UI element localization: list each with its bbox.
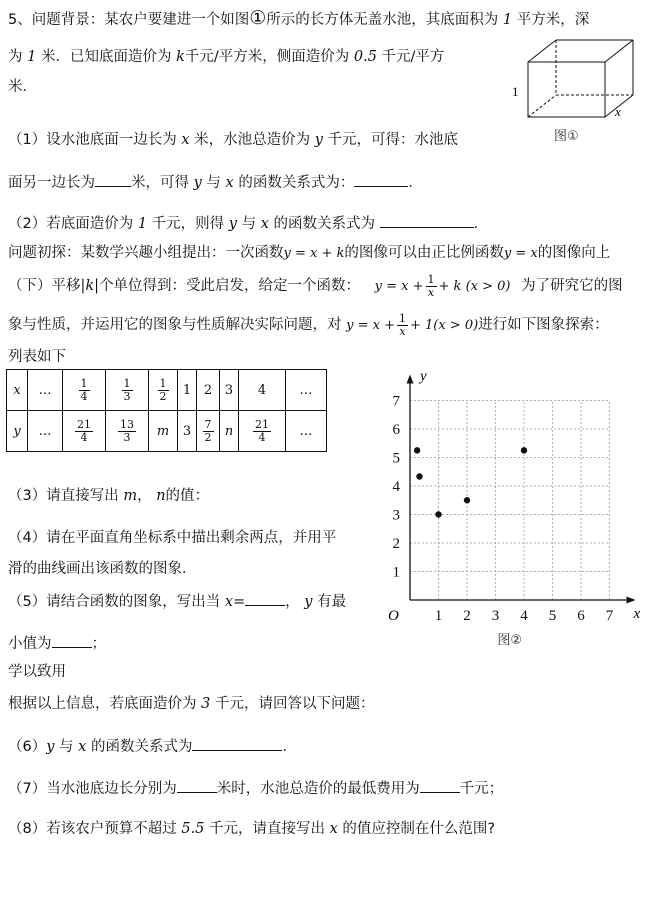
text-q5a: （5）请结合函数的图象，写出当: [8, 594, 221, 610]
figure-1-box: [508, 32, 658, 152]
fraction: $\frac{1}{2}$: [159, 376, 167, 403]
fraction-1-over-x: $\frac{1}{x}$: [427, 272, 435, 299]
x-tick-label: 1: [434, 608, 443, 624]
table-cell: [149, 370, 178, 411]
formula-y-x-k: y = x + k: [283, 246, 345, 261]
value-table: [6, 369, 327, 452]
text-q8c: 千元，请直接写出: [209, 821, 326, 837]
question-4-line-2: 滑的曲线画出该函数的图象．: [8, 561, 197, 577]
x-tick-label: 5: [548, 608, 557, 624]
var-y: y: [228, 216, 237, 232]
var-y: y: [314, 132, 323, 148]
text-exp-c: 的图像向上: [537, 245, 611, 261]
text-q3a: （3）请直接写出: [8, 488, 119, 504]
table-cell: …: [286, 411, 327, 452]
y-tick-label: 3: [392, 507, 400, 524]
abs-k: |k|: [80, 278, 100, 294]
problem-line-2: [8, 47, 444, 67]
text-q1e: 米，可得: [131, 175, 189, 191]
text-q5c: 有最: [317, 594, 347, 610]
problem-line-3: 米．: [8, 79, 37, 95]
text-l1b: 所示的长方体无盖水池，其底面积为: [266, 12, 499, 28]
text-q6a: （6）: [8, 739, 47, 755]
fraction: $\frac{7}{2}$: [204, 417, 212, 444]
data-point: [435, 511, 441, 517]
table-cell: n: [220, 411, 239, 452]
text-q6d: ．: [282, 739, 297, 755]
text-q3b: ，: [137, 488, 152, 504]
data-point: [414, 447, 420, 453]
table-row-y: [7, 411, 327, 452]
text-exp2-c: 为了研究它的图: [521, 278, 623, 294]
text-apply2c: 千元，请回答以下问题：: [214, 696, 375, 712]
text-q8b: 5.5: [181, 821, 205, 837]
answer-blank-5a[interactable]: [245, 591, 285, 606]
text-l2f: 千元/平方: [381, 49, 445, 65]
text-exp-a: 问题初探：某数学兴趣小组提出：一次函数: [8, 245, 284, 261]
y-tick-label: 2: [392, 536, 400, 552]
fraction: $\frac{21}{4}$: [77, 417, 91, 444]
var-x: x: [181, 132, 190, 148]
answer-blank-7a[interactable]: [177, 778, 217, 793]
text-q1g: 与: [206, 175, 221, 191]
text-q6c: 的函数关系式为: [90, 739, 193, 755]
origin-label: O: [388, 608, 399, 624]
text-exp3-a: 象与性质，并运用它的图象与性质解决实际问题，对: [8, 317, 342, 333]
x-tick-label: 6: [577, 608, 585, 624]
exploration-line-1: [8, 243, 610, 264]
answer-blank-1b[interactable]: [354, 172, 408, 187]
answer-blank-6[interactable]: [192, 736, 282, 751]
text-q8a: （8）若该农户预算不超过: [8, 821, 177, 837]
text-q1j: ．: [408, 175, 423, 191]
fraction: $\frac{1}{4}$: [80, 376, 88, 403]
problem-line-1: [8, 8, 589, 30]
table-cell: [239, 411, 286, 452]
box-front-face: [528, 62, 605, 117]
text-q7a: （7）当水池底边长分别为: [8, 781, 177, 797]
var-x: x: [225, 175, 234, 191]
answer-blank-5b[interactable]: [52, 633, 92, 648]
text-q2f: ．: [473, 216, 489, 232]
question-2: [8, 213, 488, 234]
figure-2-caption: 图②: [497, 633, 523, 648]
text-l2d: 千元/平方米，侧面造价为: [184, 49, 350, 65]
fraction: $\frac{13}{3}$: [120, 417, 134, 444]
data-point: [416, 473, 422, 479]
table-row-x: [7, 370, 327, 411]
exploration-line-2: [8, 272, 623, 301]
table-cell: [63, 370, 106, 411]
var-x: x: [329, 821, 338, 837]
x-tick-label: 3: [491, 608, 500, 624]
text-l1a: 5、问题背景：某农户要建进一个如图: [8, 12, 250, 28]
answer-blank-1a[interactable]: [95, 172, 131, 187]
var-m: m: [123, 488, 138, 504]
text-exp2-a: （下）平移: [8, 278, 81, 294]
figure-1-caption: 图①: [554, 129, 579, 144]
question-5-line-2: [8, 633, 106, 654]
y-tick-label: 4: [392, 479, 400, 495]
text-exp2-b: 个单位得到：受此启发，给定一个函数：: [99, 278, 361, 294]
text-q1i: 的函数关系式为：: [238, 175, 355, 191]
question-6: [8, 736, 297, 757]
text-l1c: 1: [502, 12, 513, 28]
text-q2d: 与: [241, 216, 257, 232]
text-exp3-b: 进行如下图象探索：: [478, 317, 609, 333]
table-cell: [63, 411, 106, 452]
table-cell: 3: [220, 370, 239, 411]
text-q8d: 的值应控制在什么范围?: [342, 821, 496, 837]
x-tick-label: 2: [463, 608, 471, 624]
table-cell: 2: [197, 370, 220, 411]
box-label-x: x: [615, 104, 621, 119]
formula-part-1: y = x +: [346, 318, 395, 333]
text-q7c: 千元；: [459, 781, 504, 797]
question-1-line-2: [8, 172, 423, 193]
text-q6b: 与: [59, 739, 74, 755]
text-q2e: 的函数关系式为: [273, 216, 376, 232]
table-cell: x: [7, 370, 28, 411]
var-y: y: [193, 175, 202, 191]
exploration-line-3: [8, 311, 609, 340]
table-cell: [197, 411, 220, 452]
fraction-1-over-x: $\frac{1}{x}$: [398, 311, 406, 338]
text-q2c: 千元，则得: [151, 216, 225, 232]
table-cell: 3: [178, 411, 197, 452]
formula-part-2: + 1(x > 0): [409, 318, 479, 333]
question-5-line-1: [8, 591, 346, 612]
data-point: [464, 497, 470, 503]
x-tick-label: 4: [520, 608, 528, 624]
table-cell: 4: [239, 370, 286, 411]
x-tick-label: 7: [605, 608, 614, 624]
list-label: 列表如下: [8, 349, 66, 365]
table-cell: …: [28, 411, 63, 452]
fraction: $\frac{1}{3}$: [123, 376, 131, 403]
y-tick-label: 5: [392, 450, 400, 467]
text-l1d: 平方米，深: [516, 12, 590, 28]
text-q1d: 面另一边长为: [8, 175, 95, 191]
table-cell: [106, 411, 149, 452]
text-apply2b: 3: [201, 696, 211, 712]
y-tick-label: 7: [392, 393, 400, 410]
x-axis-label: x: [633, 606, 641, 622]
x-axis-arrow-icon: [627, 597, 636, 604]
text-l2e: 0.5: [353, 49, 377, 65]
text-q3c: 的值：: [165, 488, 210, 504]
table-cell: m: [149, 411, 178, 452]
question-1-line-1: [8, 130, 458, 150]
fraction: $\frac{21}{4}$: [255, 417, 269, 444]
var-x: x: [260, 216, 269, 232]
text-l2a: 为: [8, 49, 23, 65]
text-exp-b: 的图像可以由正比例函数: [344, 245, 504, 261]
apply-heading: 学以致用: [8, 664, 66, 680]
text-l2c: 米．已知底面造价为: [40, 49, 172, 65]
table-cell: [106, 370, 149, 411]
var-k: k: [176, 49, 185, 65]
question-7: [8, 778, 503, 799]
question-3: [8, 486, 209, 506]
text-q1b: 米，水池总造价为: [194, 132, 311, 148]
answer-blank-2[interactable]: [380, 213, 474, 228]
y-tick-label: 6: [392, 422, 400, 438]
data-point: [521, 447, 527, 453]
formula-part-2: + k (x > 0): [438, 279, 511, 294]
var-y: y: [304, 594, 313, 610]
text-q5d: 小值为: [8, 636, 52, 652]
table-cell: 1: [178, 370, 197, 411]
table-cell: y: [7, 411, 28, 452]
var-x-eq: x=: [224, 594, 246, 610]
var-y: y: [46, 739, 55, 755]
text-q5e: ；: [91, 636, 106, 652]
table-cell: …: [28, 370, 63, 411]
formula-part-1: y = x +: [374, 279, 424, 294]
y-tick-label: 1: [392, 564, 400, 581]
question-4-line-1: （4）请在平面直角坐标系中描出剩余两点，并用平: [8, 530, 337, 546]
text-q2b: 1: [137, 216, 148, 232]
text-q5b: ，: [285, 594, 300, 610]
answer-blank-7b[interactable]: [420, 778, 460, 793]
y-axis-arrow-icon: [407, 375, 414, 384]
table-cell: …: [286, 370, 327, 411]
text-apply2a: 根据以上信息，若底面造价为: [8, 696, 197, 712]
apply-intro: [8, 694, 374, 714]
text-q2a: （2）若底面造价为: [8, 216, 134, 232]
text-l2b: 1: [27, 49, 37, 65]
box-label-height: 1: [512, 84, 519, 99]
figure-2-chart: [380, 355, 650, 650]
circle-one: ①: [249, 7, 267, 29]
text-q1c: 千元，可得：水池底: [327, 132, 459, 148]
formula-y-x: y = x: [503, 246, 538, 261]
text-q7b: 米时，水池总造价的最低费用为: [216, 781, 420, 797]
y-axis-label: y: [420, 368, 427, 385]
var-x: x: [78, 739, 87, 755]
question-8: [8, 819, 495, 839]
text-q1a: （1）设水池底面一边长为: [8, 132, 177, 148]
var-n: n: [156, 488, 166, 504]
